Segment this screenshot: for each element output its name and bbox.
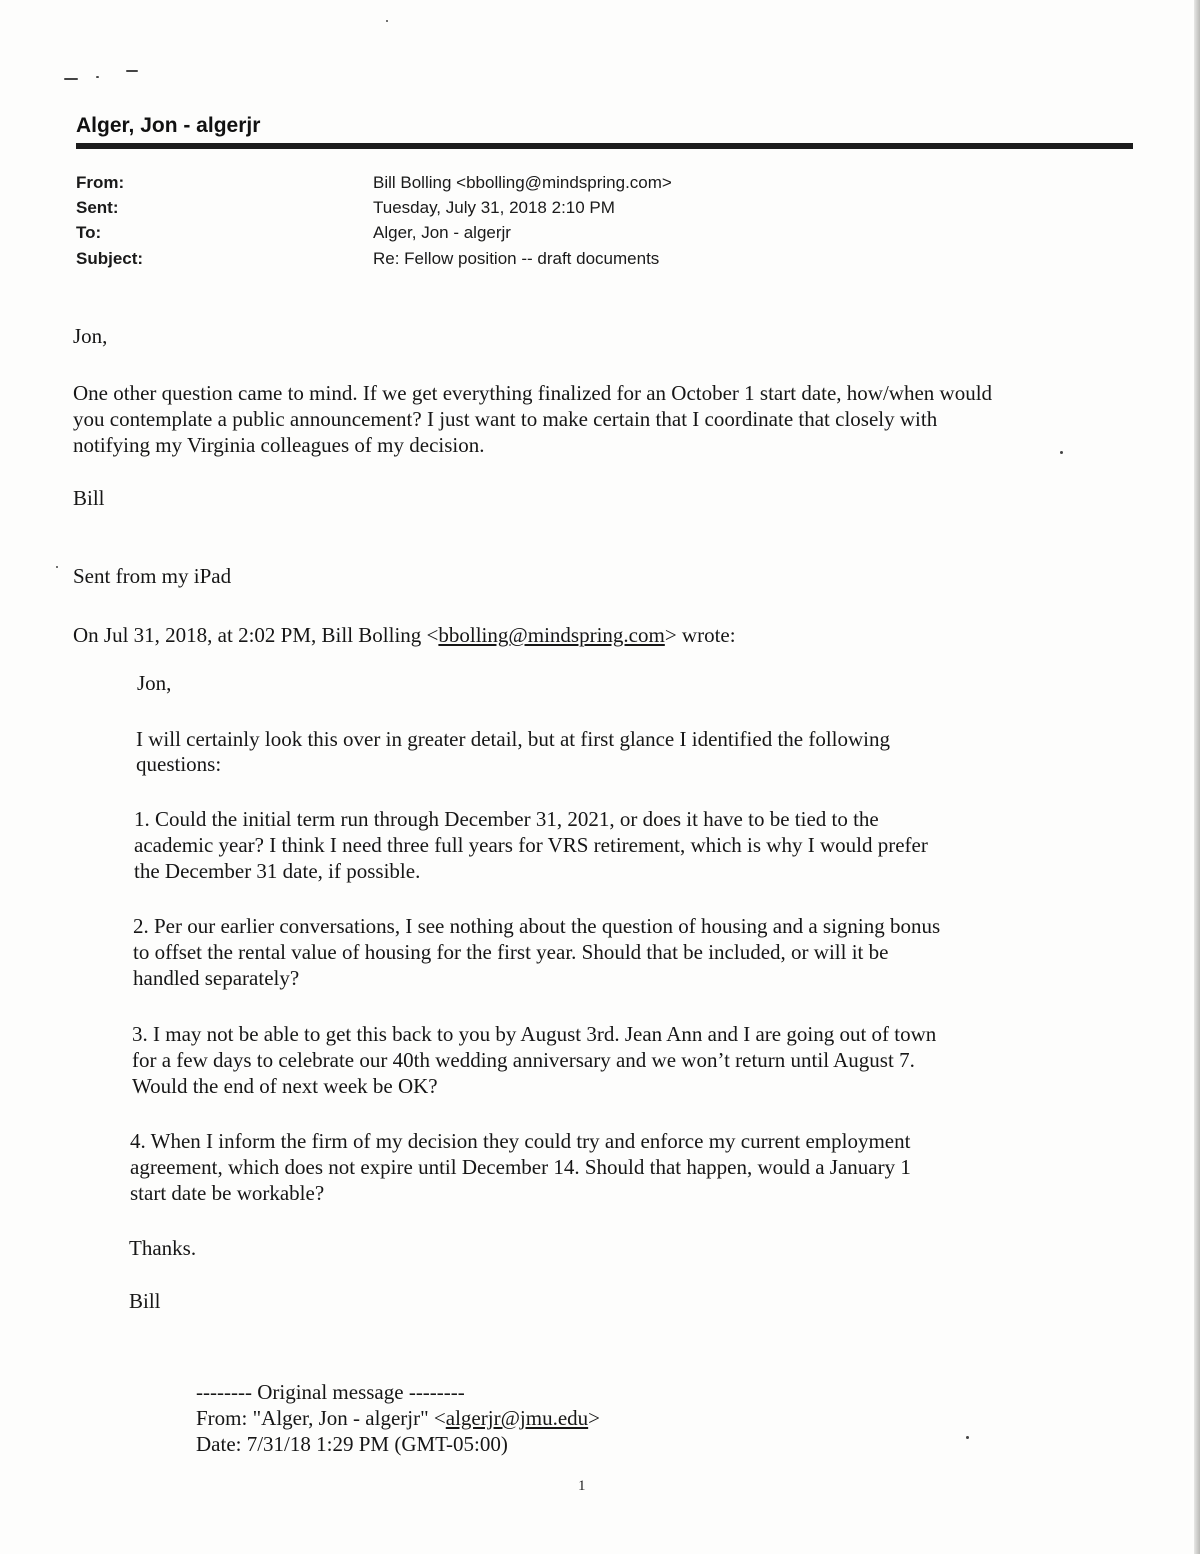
sent-value: Tuesday, July 31, 2018 2:10 PM: [373, 198, 615, 217]
scan-speck: [126, 70, 138, 72]
reply-body-line: notifying my Virginia colleagues of my decision.: [73, 433, 485, 457]
subject-value: Re: Fellow position -- draft documents: [373, 249, 660, 268]
question-1-line: the December 31 date, if possible.: [134, 859, 421, 883]
question-2-line: handled separately?: [133, 966, 300, 990]
original-message-date: Date: 7/31/18 1:29 PM (GMT-05:00): [196, 1432, 508, 1456]
scan-speck: [1060, 451, 1063, 454]
scan-speck: [386, 20, 388, 22]
quoted-intro-line: questions:: [136, 752, 222, 776]
quoted-signature: Bill: [129, 1289, 161, 1313]
original-sender-email-link[interactable]: algerjr@jmu.edu: [445, 1406, 589, 1430]
sender-email-link[interactable]: bbolling@mindspring.com: [438, 623, 665, 647]
question-4-line: 4. When I inform the firm of my decision they could try and enforce my current employment: [130, 1129, 911, 1153]
scan-speck: [56, 566, 58, 568]
scan-speck: [966, 1436, 969, 1439]
question-1-line: 1. Could the initial term run through December 31, 2021, or does it have to be tied to the: [134, 807, 879, 831]
original-from-suffix: >: [588, 1406, 600, 1430]
sent-from-line: Sent from my iPad: [73, 564, 232, 588]
reply-greeting: Jon,: [73, 324, 108, 348]
original-from-prefix: From: "Alger, Jon - algerjr" <: [196, 1406, 446, 1430]
quote-intro-line: [73, 622, 736, 648]
scan-speck: [96, 76, 99, 78]
quote-intro-suffix: > wrote:: [664, 623, 736, 647]
to-value: Alger, Jon - algerjr: [373, 223, 511, 242]
question-3-line: Would the end of next week be OK?: [132, 1074, 438, 1098]
subject-label: Subject:: [76, 249, 144, 268]
reply-body-line: One other question came to mind. If we get everything finalized for an October 1 start date, how/when would: [73, 381, 993, 405]
question-1-line: academic year? I think I need three full years for VRS retirement, which is why I would prefer: [134, 833, 928, 857]
question-2-line: 2. Per our earlier conversations, I see nothing about the question of housing and a signing bonus: [133, 914, 941, 938]
quoted-greeting: Jon,: [137, 671, 172, 695]
quote-intro-prefix: On Jul 31, 2018, at 2:02 PM, Bill Bolling <: [73, 623, 439, 647]
from-value: Bill Bolling <bbolling@mindspring.com>: [373, 173, 672, 192]
original-message-from: [196, 1405, 600, 1431]
question-2-line: to offset the rental value of housing for the first year. Should that be included, or will it be: [133, 940, 889, 964]
question-4-line: start date be workable?: [130, 1181, 325, 1205]
question-3-line: for a few days to celebrate our 40th wedding anniversary and we won’t return until August 7.: [132, 1048, 915, 1072]
reply-signature: Bill: [73, 486, 105, 510]
from-label: From:: [76, 173, 125, 192]
original-message-divider: -------- Original message --------: [196, 1380, 465, 1404]
scan-speck: [64, 78, 78, 80]
sent-label: Sent:: [76, 198, 119, 217]
quoted-intro-line: I will certainly look this over in greater detail, but at first glance I identified the following: [136, 727, 891, 751]
question-3-line: 3. I may not be able to get this back to you by August 3rd. Jean Ann and I are going out of town: [132, 1022, 937, 1046]
question-4-line: agreement, which does not expire until December 14. Should that happen, would a January 1: [130, 1155, 911, 1179]
to-label: To:: [76, 223, 102, 242]
page-number: 1: [578, 1478, 586, 1494]
mailbox-owner-heading: Alger, Jon - algerjr: [76, 114, 261, 137]
scan-edge-shadow: [1194, 0, 1200, 1554]
quoted-thanks: Thanks.: [129, 1236, 197, 1260]
reply-body-line: you contemplate a public announcement? I just want to make certain that I coordinate that closely with: [73, 407, 938, 431]
heading-rule: [76, 143, 1133, 149]
